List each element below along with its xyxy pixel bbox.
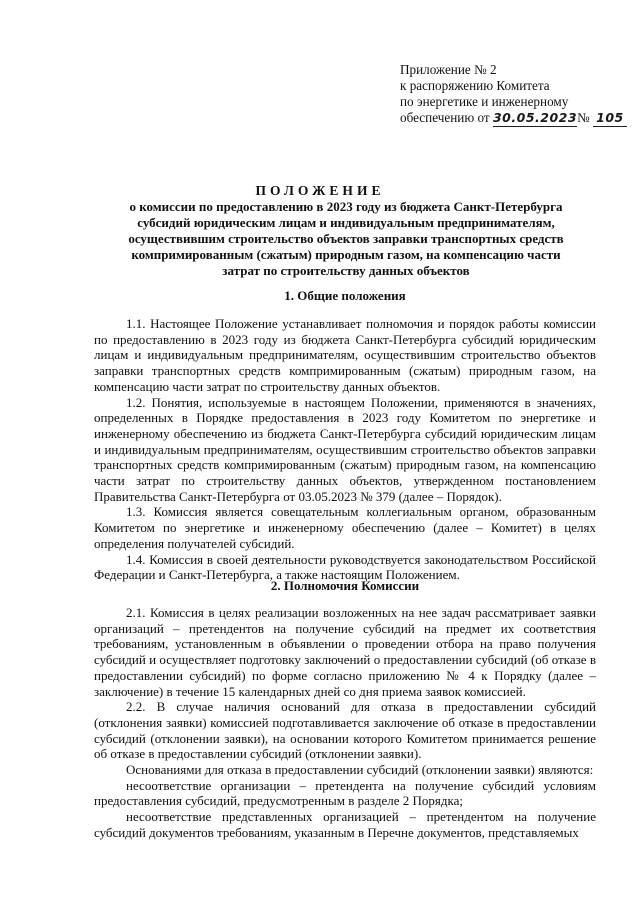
appendix-line-1: Приложение № 2 [400, 62, 497, 77]
appendix-line-4 [400, 110, 630, 127]
appendix-block [400, 62, 630, 127]
section-1-heading: 1. Общие положения [284, 288, 406, 303]
document-title: ПОЛОЖЕНИЕ [255, 183, 385, 198]
appendix-line-2: к распоряжению Комитета [400, 78, 550, 93]
section-2-body [94, 605, 596, 841]
paragraph-1-4: 1.4. Комиссия в своей деятельности руководствуется законодательством Российской Федерации и Санкт-Петербурга, а также настоящим Положением. [94, 551, 596, 583]
appendix-date-prefix: обеспечению от [400, 110, 490, 125]
handwritten-date: 30.05.2023 [492, 110, 578, 125]
appendix-line-3: по энергетике и инженерному [400, 94, 569, 109]
section-2-heading: 2. Полномочия Комиссии [270, 578, 420, 593]
paragraph-1-1: 1.1. Настоящее Положение устанавливает полномочия и порядок работы комиссии по предоставлению в 2023 году из бюджета Санкт-Петербурга субсидий юридическим лицам и индивидуальным предпринимателям, осуществившим строительство объектов заправки транспортных средств компримированным (сжатым) природным газом, на компенсацию части затрат по строительству данных объектов. [94, 316, 596, 394]
paragraph-2-2: 2.2. В случае наличия оснований для отказа в предоставлении субсидий (отклонения заявки) комиссией подготавливается заключение об отказе в предоставлении субсидий (отклонении заявки), на основании которого Комитетом принимается решение об отказе в предоставлении субсидий (отклонении заявки). [94, 699, 596, 762]
paragraph-2-ground-1: несоответствие организации – претендента на получение субсидий условиям предоставления субсидий, предусмотренным в разделе 2 Порядка; [94, 777, 596, 809]
paragraph-2-ground-2: несоответствие представленных организацией – претендентом на получение субсидий документов требованиям, указанным в Перечне документов, представляемых [94, 809, 596, 840]
handwritten-number: 105 [593, 110, 627, 127]
document-subtitle: о комиссии по предоставлению в 2023 году из бюджета Санкт-Петербурга субсидий юридическим лицам и индивидуальным предпринимателям, осуществившим строительство объектов заправки транспортных средств компримированным (сжатым) природным газом, на компенсацию части затрат по строительству данных объектов [128, 199, 564, 278]
paragraph-1-2: 1.2. Понятия, используемые в настоящем Положении, применяются в значениях, определенных в Порядке предоставления в 2023 году Комитетом по энергетике и инженерному обеспечению из бюджета Санкт-Петербурга субсидий юридическим лицам и индивидуальным предпринимателям, осуществившим строительство объектов заправки транспортных средств компримированным (сжатым) природным газом, на компенсацию части затрат по строительству данных объектов, утвержденном постановлением Правительства Санкт-Петербурга от 03.05.2023 № 379 (далее – Порядок). [94, 394, 596, 504]
paragraph-2-grounds: Основаниями для отказа в предоставлении субсидий (отклонении заявки) являются: [126, 762, 594, 778]
section-1-body [94, 316, 596, 583]
paragraph-1-3: 1.3. Комиссия является совещательным коллегиальным органом, образованным Комитетом по энергетике и инженерному обеспечению (далее – Комитет) в целях определения получателей субсидий. [94, 504, 596, 551]
paragraph-2-1: 2.1. Комиссия в целях реализации возложенных на нее задач рассматривает заявки организаций – претендентов на получение субсидий на предмет их соответствия требованиям, установленным в объявлении о проведении отбора на право получения субсидий и осуществляет подготовку заключений о предоставлении субсидий (об отказе в предоставлении субсидий) по форме согласно приложению № 4 к Порядку (далее – заключение) в течение 15 календарных дней со дня приема заявок комиссией. [94, 605, 596, 699]
number-sign: № [577, 110, 590, 125]
